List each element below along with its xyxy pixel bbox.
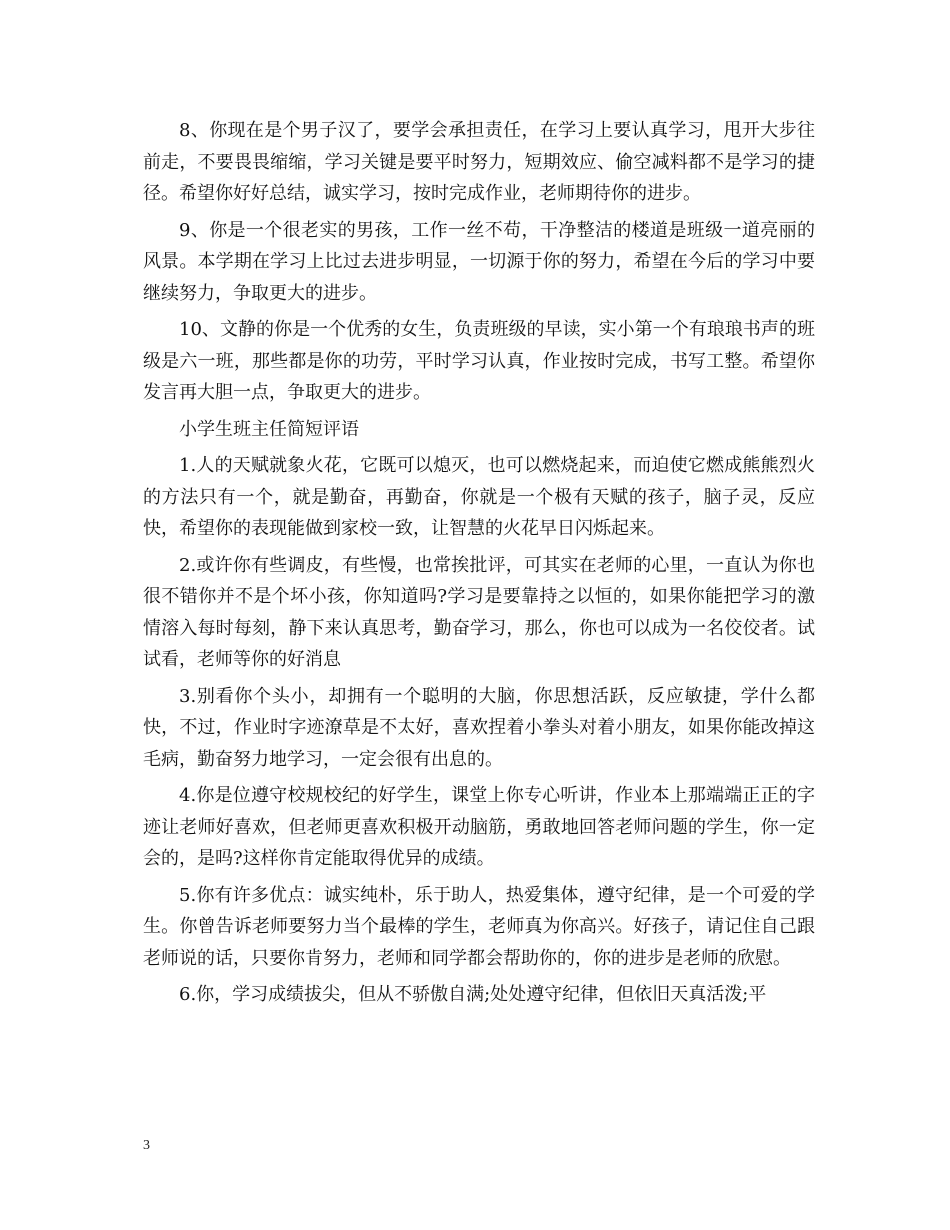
comment-paragraph-10: 10、文静的你是一个优秀的女生，负责班级的早读，实小第一个有琅琅书声的班级是六一班，那些都是你的功劳，平时学习认真，作业按时完成，书写工整。希望你发言再大胆一点，争取更大的进步。 (143, 319, 815, 403)
document-body (143, 115, 815, 1016)
comment-paragraph-4: 4.你是位遵守校规校纪的好学生，课堂上你专心听讲，作业本上那端端正正的字迹让老师好喜欢，但老师更喜欢积极开动脑筋，勇敢地回答老师问题的学生，你一定会的，是吗?这样你肯定能取得优异的成绩。 (143, 785, 815, 869)
comment-paragraph-3: 3.别看你个头小，却拥有一个聪明的大脑，你思想活跃，反应敏捷，学什么都快，不过，作业时字迹潦草是不太好，喜欢捏着小拳头对着小朋友，如果你能改掉这毛病，勤奋努力地学习，一定会很有出息的。 (143, 685, 815, 770)
comment-paragraph-9: 9、你是一个很老实的男孩，工作一丝不苟，干净整洁的楼道是班级一道亮丽的风景。本学期在学习上比过去进步明显，一切源于你的努力，希望在今后的学习中要继续努力，争取更大的进步。 (143, 219, 815, 304)
comment-paragraph-1: 1.人的天赋就象火花，它既可以熄灭，也可以燃烧起来，而迫使它燃成熊熊烈火的方法只有一个，就是勤奋，再勤奋，你就是一个极有天赋的孩子，脑子灵，反应快，希望你的表现能做到家校一致，让智慧的火花早日闪烁起来。 (143, 455, 815, 539)
page-number: 3 (143, 1138, 150, 1153)
comment-paragraph-8: 8、你现在是个男子汉了，要学会承担责任，在学习上要认真学习，甩开大步往前走，不要畏畏缩缩，学习关键是要平时努力，短期效应、偷空减料都不是学习的捷径。希望你好好总结，诚实学习，按时完成作业，老师期待你的进步。 (143, 120, 815, 204)
comment-paragraph-5: 5.你有许多优点：诚实纯朴，乐于助人，热爱集体，遵守纪律，是一个可爱的学生。你曾告诉老师要努力当个最棒的学生，老师真为你高兴。好孩子，请记住自己跟老师说的话，只要你肯努力，老师和同学都会帮助你的，你的进步是老师的欣慰。 (143, 884, 815, 969)
comment-paragraph-6: 6.你，学习成绩拔尖，但从不骄傲自满;处处遵守纪律，但依旧天真活泼;平 (179, 984, 767, 1005)
section-heading: 小学生班主任简短评语 (179, 418, 359, 440)
comment-paragraph-2: 2.或许你有些调皮，有些慢，也常挨批评，可其实在老师的心里，一直认为你也很不错你并不是个坏小孩，你知道吗?学习是要靠持之以恒的，如果你能把学习的激情溶入每时每刻，静下来认真思考，勤奋学习，那么，你也可以成为一名佼佼者。试试看，老师等你的好消息 (143, 554, 815, 670)
